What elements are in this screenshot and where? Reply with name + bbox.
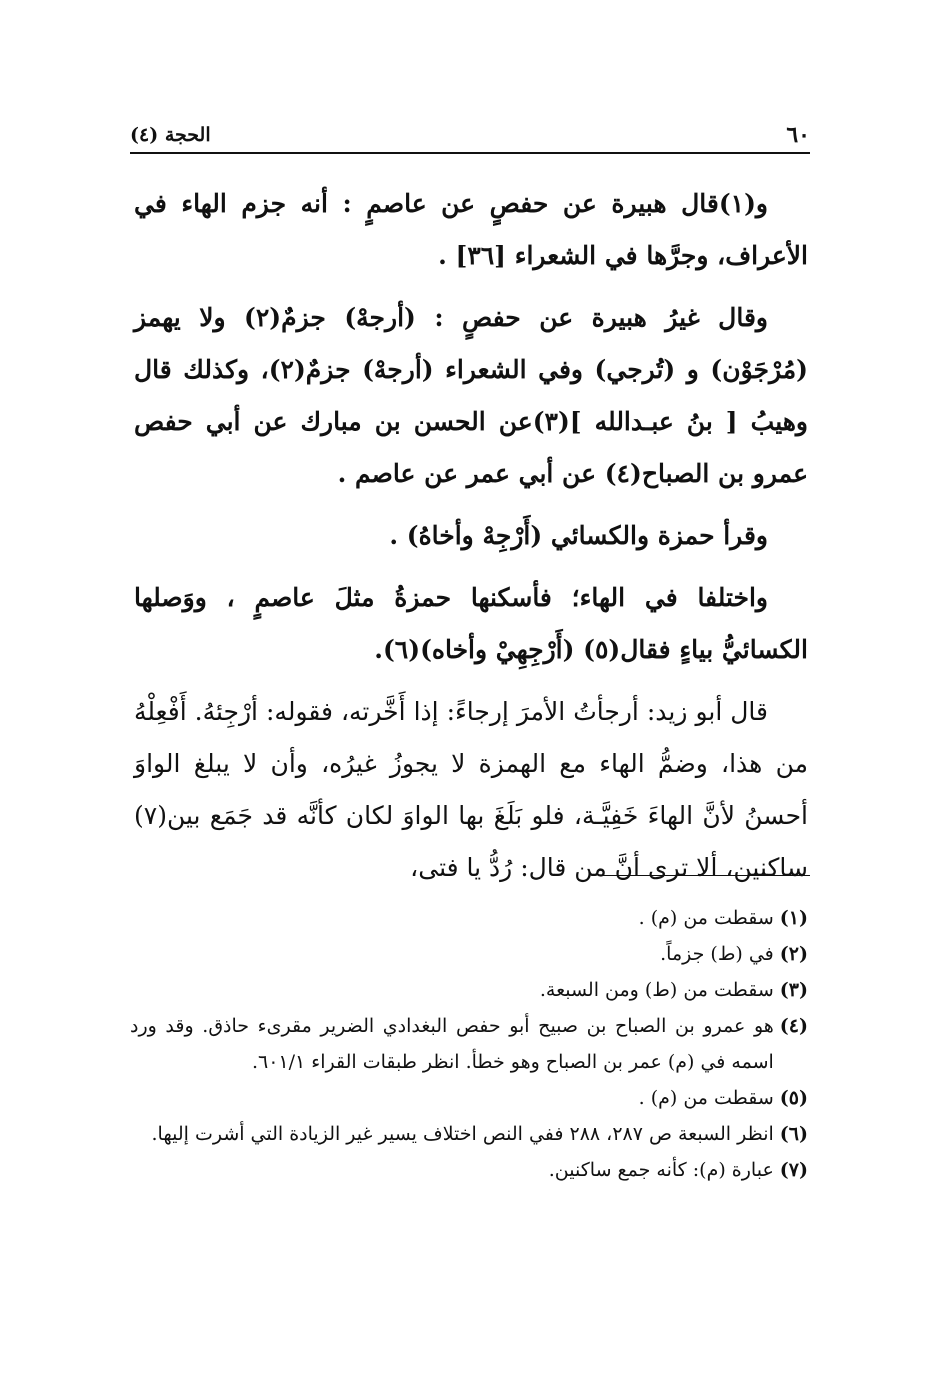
footnote-number: (١) [779,907,808,929]
footnote-number: (٦) [779,1123,808,1145]
footnote-text: سقطت من (ط) ومن السبعة. [539,979,774,1001]
footnote [130,1080,808,1116]
paragraph: وقرأ حمزة والكسائي (أَرْجِهْ وأخاهُ) . [389,521,768,550]
footnote-text: انظر السبعة ص ٢٨٧، ٢٨٨ ففي النص اختلاف يسير غير الزيادة التي أشرت إليها. [151,1123,774,1145]
running-title: الحجة (٤) [130,124,211,146]
footnote-number: (٤) [779,1015,808,1037]
paragraph: و(١)قال هبيرة عن حفصٍ عن عاصمٍ : أنه جزم الهاء في الأعراف، وجرَّها في الشعراء [٣٦] . [134,189,808,270]
footnote-text: هو عمرو بن الصباح بن صبيح أبو حفص البغدادي الضرير مقرىء حاذق. وقد ورد اسمه في (م) عمر بن الصباح وهو خطأ. انظر طبقات القراء ٦٠١/١. [130,1015,774,1073]
footnote-number: (٧) [779,1159,808,1181]
page-number: ٦٠ [786,122,810,148]
footnote-text: سقطت من (م) . [638,907,774,929]
paragraph: وقال غيرُ هبيرة عن حفصٍ : (أرجهْ) جزمٌ(٢) ولا يهمز (مُرْجَوْن) و (تُرجي) وفي الشعراء (أرجهْ) جزمٌ(٢)، وكذلك قال وهيبُ [ بنُ عبـدالله ](٣)عن الحسن بن مبارك عن أبي حفص عمرو بن الصباح(٤) عن أبي عمر عن عاصم . [134,303,809,488]
footnote-text: في (ط) جزماً. [660,943,774,965]
footnote [130,936,808,972]
footnotes [130,900,808,1188]
footnote [130,1008,808,1080]
main-text [134,178,808,904]
footnote-number: (٥) [779,1087,808,1109]
footnote [130,1116,808,1152]
paragraph: قال أبو زيد: أرجأتُ الأمرَ إرجاءً: إذا أَخَّرته، فقوله: أرْجِئهُ. أَفْعِلْهُ من هذا، وضمُّ الهاء مع الهمزة لا يجوزُ غيرُه، وأن لا يبلغ الواوَ أحسنُ لأنَّ الهاءَ خَفِيَّـة، فلو بَلَغَ بها الواوَ لكان كأنَّه قد جَمَع بين(٧) ساكنين، ألا ترى أنَّ من قال: رُدُّ يا فتى، [134,697,808,882]
footnote [130,1152,808,1188]
page-header [130,112,810,154]
footnote-divider [600,875,810,876]
footnote [130,972,808,1008]
footnote-text: عبارة (م): كأنه جمع ساكنين. [548,1159,774,1181]
footnote-number: (٣) [779,979,808,1001]
footnote-text: سقطت من (م) . [638,1087,774,1109]
paragraph: واختلفا في الهاء؛ فأسكنها حمزةُ مثلَ عاصمٍ ، ووَصلها الكسائيُّ بياءٍ فقال(٥) (أَرْجِهِيْ وأخاه)(٦). [134,583,808,664]
footnote-number: (٢) [779,943,808,965]
footnote [130,900,808,936]
